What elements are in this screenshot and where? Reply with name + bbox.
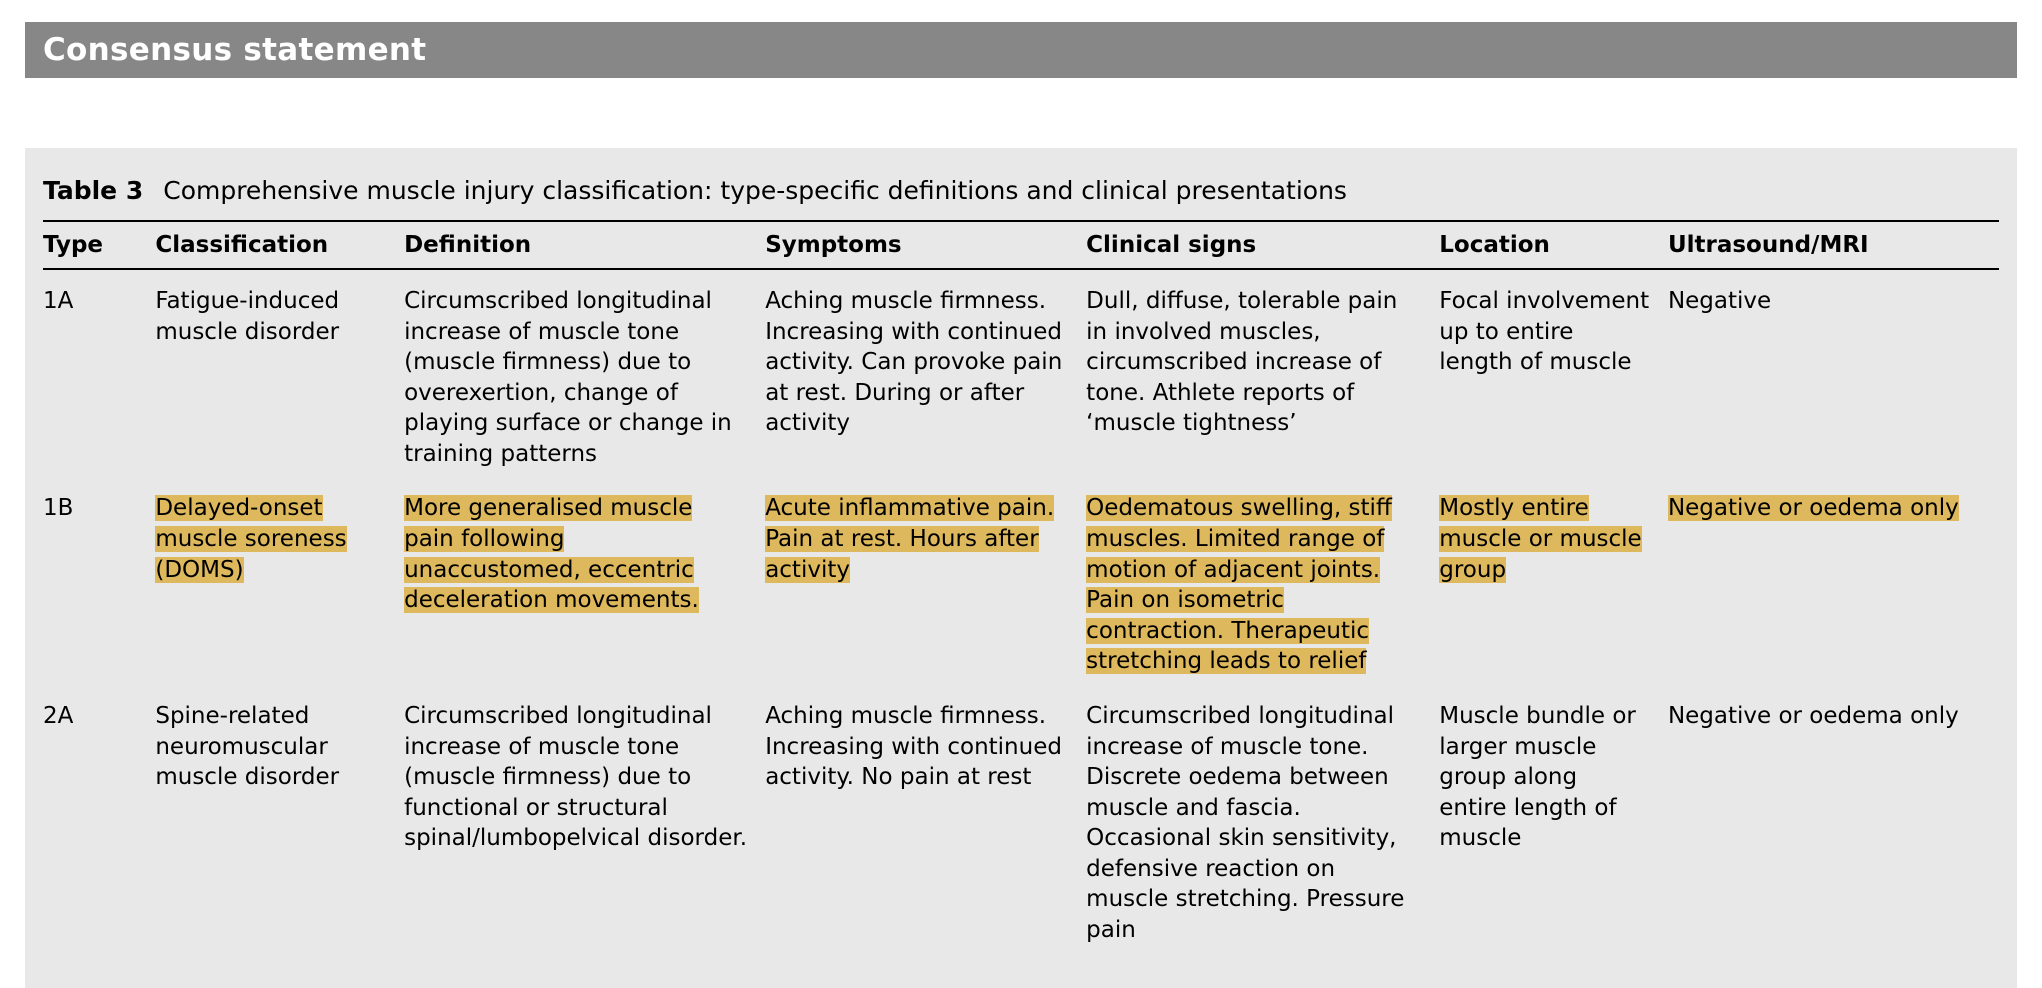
highlighted-text: More generalised muscle pain following unaccustomed, eccentric deceleration movements. <box>404 495 699 614</box>
cell-definition: Circumscribed longitudinal increase of muscle tone (muscle firmness) due to overexertion, change of playing surface or change in training patterns <box>404 288 732 467</box>
column-header-ultrasound-mri: Ultrasound/MRI <box>1667 232 1869 258</box>
table-block <box>25 148 2017 988</box>
cell-classification <box>155 481 404 688</box>
column-header-definition: Definition <box>404 232 532 258</box>
cell-symptoms <box>765 481 1086 688</box>
cell-clinical-signs: Circumscribed longitudinal increase of muscle tone. Discrete oedema between muscle and fascia. Occasional skin sensitivity, defensive reaction on muscle stretching. Pressure pain <box>1086 702 1405 943</box>
column-header-clinical-signs: Clinical signs <box>1086 232 1257 258</box>
cell-ultrasound-mri <box>1668 481 1999 688</box>
table-header-row <box>43 222 1999 269</box>
cell-type: 1B <box>43 495 74 522</box>
table-row <box>43 689 1999 958</box>
column-header-symptoms: Symptoms <box>765 232 902 258</box>
table-caption-text: Comprehensive muscle injury classification: type-specific definitions and clinical presentations <box>163 176 1347 205</box>
table-row <box>43 481 1999 688</box>
cell-location: Muscle bundle or larger muscle group along entire length of muscle <box>1439 702 1636 852</box>
running-head-title: Consensus statement <box>43 32 427 68</box>
muscle-injury-classification-table <box>43 222 1999 958</box>
highlighted-text: Oedematous swelling, stiff muscles. Limited range of motion of adjacent joints. Pain on isometric contraction. Therapeutic stretching leads to relief <box>1086 495 1392 675</box>
highlighted-text: Negative or oedema only <box>1667 495 1959 522</box>
highlighted-text: Mostly entire muscle or muscle group <box>1439 495 1642 583</box>
cell-definition: Circumscribed longitudinal increase of muscle tone (muscle firmness) due to functional or structural spinal/lumbopelvical disorder. <box>404 702 748 852</box>
cell-symptoms: Aching muscle firmness. Increasing with continued activity. No pain at rest <box>765 702 1062 791</box>
cell-type: 2A <box>43 702 74 729</box>
cell-clinical-signs <box>1086 481 1439 688</box>
table-number: Table 3 <box>43 176 144 205</box>
cell-clinical-signs: Dull, diffuse, tolerable pain in involved muscles, circumscribed increase of tone. Athlete reports of ‘muscle tightness’ <box>1086 288 1398 437</box>
cell-definition <box>404 481 765 688</box>
running-head-bar <box>25 22 2017 78</box>
table-row <box>43 269 1999 481</box>
cell-classification: Spine-related neuromuscular muscle disorder <box>155 702 340 791</box>
column-header-classification: Classification <box>155 232 329 258</box>
cell-symptoms: Aching muscle firmness. Increasing with continued activity. Can provoke pain at rest. During or after activity <box>765 288 1063 437</box>
highlighted-text: Delayed-onset muscle soreness (DOMS) <box>155 495 347 583</box>
column-header-type: Type <box>43 232 104 258</box>
cell-ultrasound-mri: Negative <box>1667 288 1772 314</box>
cell-type: 1A <box>43 288 74 314</box>
highlighted-text: Acute inflammative pain. Pain at rest. Hours after activity <box>765 495 1055 583</box>
column-header-location: Location <box>1439 232 1550 258</box>
cell-ultrasound-mri: Negative or oedema only <box>1667 702 1959 729</box>
cell-location <box>1439 481 1668 688</box>
cell-classification: Fatigue-induced muscle disorder <box>155 288 340 345</box>
cell-location: Focal involvement up to entire length of muscle <box>1439 288 1650 376</box>
table-caption <box>43 176 1999 206</box>
